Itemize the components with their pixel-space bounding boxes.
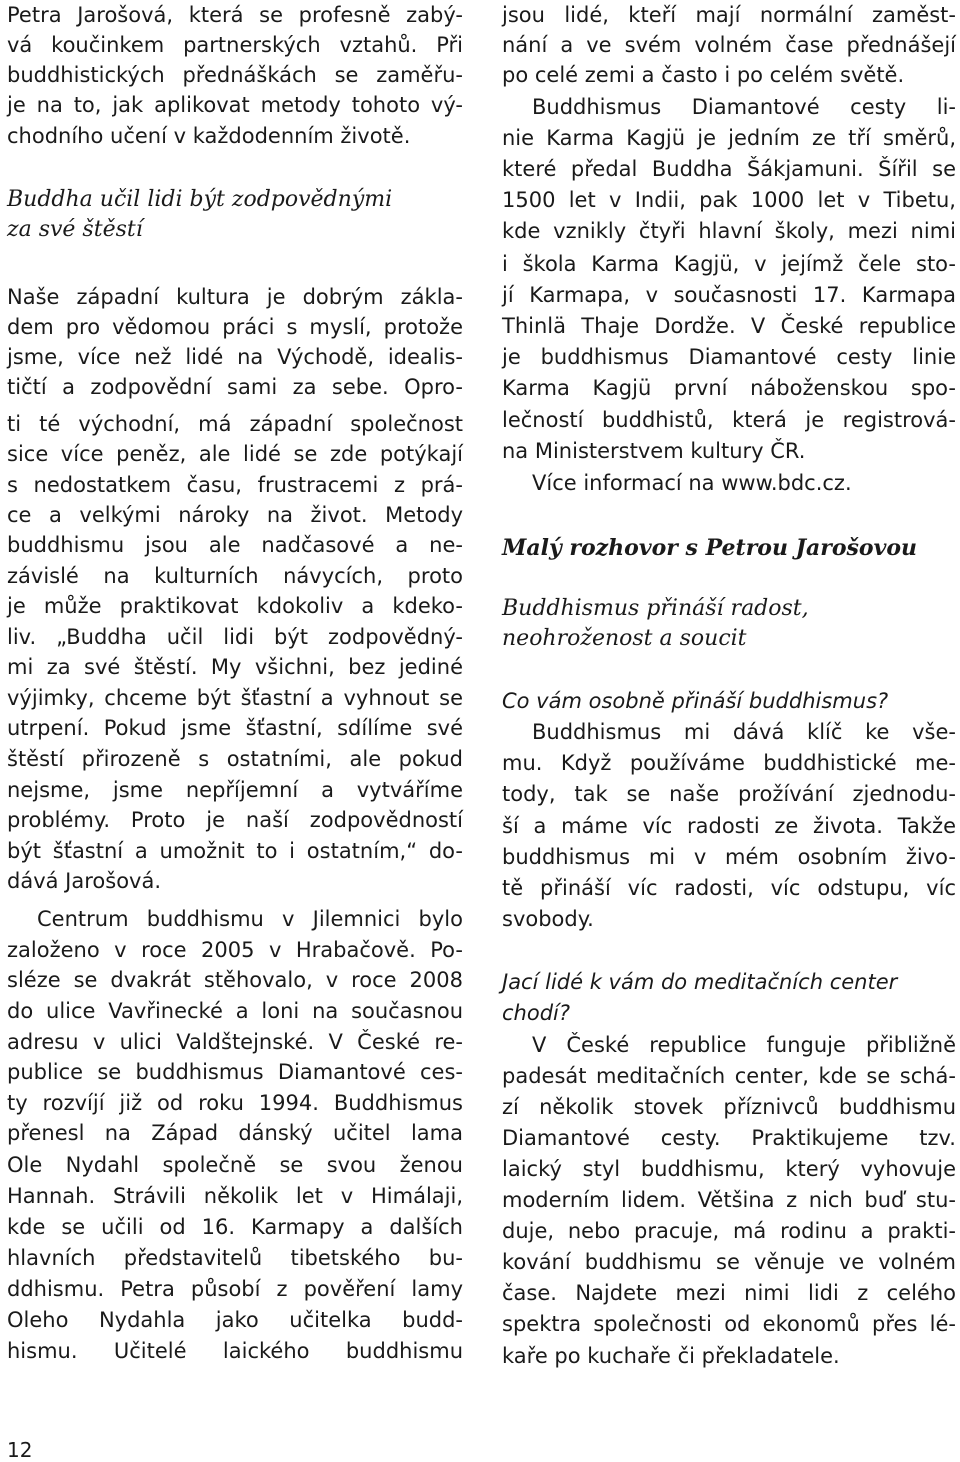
body-line: nání a ve svém volném čase přednášejí xyxy=(502,33,956,57)
intro-line: chodního učení v každodenním životě. xyxy=(7,124,411,148)
body-line: Oleho Nydahla jako učitelka budd- xyxy=(7,1308,463,1332)
body-line: liv. „Buddha učil lidi být zodpovědný- xyxy=(7,625,463,649)
answer-line: moderním lidem. Většina z nich buď stu- xyxy=(502,1188,956,1212)
body-line: kde vznikly čtyři hlavní školy, mezi nimi xyxy=(502,219,956,243)
body-line: závislé na kulturních návycích, proto xyxy=(7,564,463,588)
interview-question: chodí? xyxy=(502,1001,571,1025)
body-line: nejsme, jsme nepříjemní a vytváříme xyxy=(7,778,463,802)
body-line: na Ministerstvem kultury ČR. xyxy=(502,439,806,463)
body-line: sléze se dvakrát stěhovalo, v roce 2008 xyxy=(7,968,463,992)
body-line: Karma Kagjü první náboženskou spo- xyxy=(502,376,956,400)
body-line: Naše západní kultura je dobrým zákla- xyxy=(7,285,463,309)
body-line: dává Jarošová. xyxy=(7,869,162,893)
body-line: ti té východní, má západní společnost xyxy=(7,412,463,436)
interview-heading: Malý rozhovor s Petrou Jarošovou xyxy=(502,535,918,561)
body-line: je buddhismus Diamantové cesty linie xyxy=(502,345,956,369)
section-subheading: za své štěstí xyxy=(7,217,143,242)
body-line: Ole Nydahl společně se svou ženou xyxy=(7,1153,463,1177)
answer-line: ší a máme víc radosti ze života. Takže xyxy=(502,814,956,838)
answer-line: buddhismus mi v mém osobním živo- xyxy=(502,845,956,869)
body-line: publice se buddhismus Diamantové ces- xyxy=(7,1060,463,1084)
body-line: Thinlä Thaje Dordže. V České republice xyxy=(502,314,956,338)
intro-line: vá koučinkem partnerských vztahů. Při xyxy=(7,33,463,57)
body-line: být šťastní a umožnit to i ostatním,“ do- xyxy=(7,839,463,863)
answer-line: kování buddhismu se věnuje ve volném xyxy=(502,1250,956,1274)
answer-line: mu. Když používáme buddhistické me- xyxy=(502,751,956,775)
body-line: s nedostatkem času, frustracemi z prá- xyxy=(7,473,463,497)
body-line: buddhismu jsou ale nadčasové a ne- xyxy=(7,533,463,557)
answer-line: zí několik stovek příznivců buddhismu xyxy=(502,1095,956,1119)
body-line: kde se učili od 16. Karmapy a dalších xyxy=(7,1215,463,1239)
answer-line: laický styl buddhismu, který vyhovuje xyxy=(502,1157,956,1181)
body-line: mi za své štěstí. My všichni, bez jediné xyxy=(7,655,463,679)
interview-subheading: Buddhismus přináší radost, xyxy=(502,596,809,621)
body-line: jí Karmapa, v současnosti 17. Karmapa xyxy=(502,283,956,307)
answer-line: duje, nebo pracuje, má rodinu a prakti- xyxy=(502,1219,956,1243)
body-line: adresu v ulici Valdštejnské. V České re- xyxy=(7,1030,463,1054)
body-line: ce a velkými nároky na život. Metody xyxy=(7,503,463,527)
answer-line: svobody. xyxy=(502,907,594,931)
body-line: lečností buddhistů, která je registrová- xyxy=(502,408,956,432)
body-line: ddhismu. Petra působí z pověření lamy xyxy=(7,1277,463,1301)
answer-line: V České republice funguje přibližně xyxy=(532,1033,956,1057)
body-line: založeno v roce 2005 v Hrabačově. Po- xyxy=(7,938,463,962)
body-line: výjimky, chceme být šťastní a vyhnout se xyxy=(7,686,463,710)
body-line: štěstí přirozeně s ostatními, ale pokud xyxy=(7,747,463,771)
body-line: 1500 let v Indii, pak 1000 let v Tibetu, xyxy=(502,188,956,212)
interview-subheading: neohroženost a soucit xyxy=(502,626,747,651)
more-info-line: Více informací na www.bdc.cz. xyxy=(532,471,852,495)
body-line: hlavních představitelů tibetského bu- xyxy=(7,1246,463,1270)
answer-line: kaře po kuchaře či překladatele. xyxy=(502,1344,840,1368)
body-line: hismu. Učitelé laického buddhismu xyxy=(7,1339,463,1363)
body-line: utrpení. Pokud jsme šťastní, sdílíme své xyxy=(7,716,463,740)
body-line: Hannah. Strávili několik let v Himálaji, xyxy=(7,1184,463,1208)
body-line: dem pro vědomou práci s myslí, protože xyxy=(7,315,463,339)
body-line: i škola Karma Kagjü, v jejímž čele sto- xyxy=(502,252,956,276)
body-line: přenesl na Západ dánský učitel lama xyxy=(7,1121,463,1145)
body-line: které předal Buddha Šákjamuni. Šířil se xyxy=(502,157,956,181)
answer-line: padesát meditačních center, kde se schá- xyxy=(502,1064,956,1088)
interview-question: Co vám osobně přináší buddhismus? xyxy=(502,689,889,713)
body-line: tičtí a zodpovědní sami za sebe. Opro- xyxy=(7,375,463,399)
answer-line: tě přináší víc radosti, víc odstupu, víc xyxy=(502,876,956,900)
intro-line: Petra Jarošová, která se profesně zabý- xyxy=(7,3,463,27)
body-line: jsme, více než lidé na Východě, idealis- xyxy=(7,345,463,369)
answer-line: Buddhismus mi dává klíč ke vše- xyxy=(532,720,956,744)
answer-line: tody, tak se naše prožívání zjednodu- xyxy=(502,782,956,806)
body-line: Buddhismus Diamantové cesty li- xyxy=(532,95,956,119)
body-line: do ulice Vavřinecké a loni na současnou xyxy=(7,999,463,1023)
body-line: jsou lidé, kteří mají normální zaměst- xyxy=(502,3,956,27)
answer-line: čase. Najdete mezi nimi lidi z celého xyxy=(502,1281,956,1305)
body-line: ty rozvíjí již od roku 1994. Buddhismus xyxy=(7,1091,463,1115)
intro-line: je na to, jak aplikovat metody tohoto vý- xyxy=(7,93,463,117)
body-line: Centrum buddhismu v Jilemnici bylo xyxy=(37,907,463,931)
body-line: po celé zemi a často i po celém světě. xyxy=(502,63,905,87)
answer-line: spektra společnosti od ekonomů přes lé- xyxy=(502,1312,956,1336)
interview-question: Jací lidé k vám do meditačních center xyxy=(502,970,898,994)
answer-line: Diamantové cesty. Praktikujeme tzv. xyxy=(502,1126,956,1150)
body-line: nie Karma Kagjü je jedním ze tří směrů, xyxy=(502,126,956,150)
intro-line: buddhistických přednáškách se zaměřu- xyxy=(7,63,463,87)
section-subheading: Buddha učil lidi být zodpovědnými xyxy=(7,187,393,212)
body-line: sice více peněz, ale lidé se zde potýkají xyxy=(7,442,463,466)
body-line: problémy. Proto je naší zodpovědností xyxy=(7,808,463,832)
body-line: je může praktikovat kdokoliv a kdeko- xyxy=(7,594,463,618)
page-number: 12 xyxy=(7,1438,33,1462)
